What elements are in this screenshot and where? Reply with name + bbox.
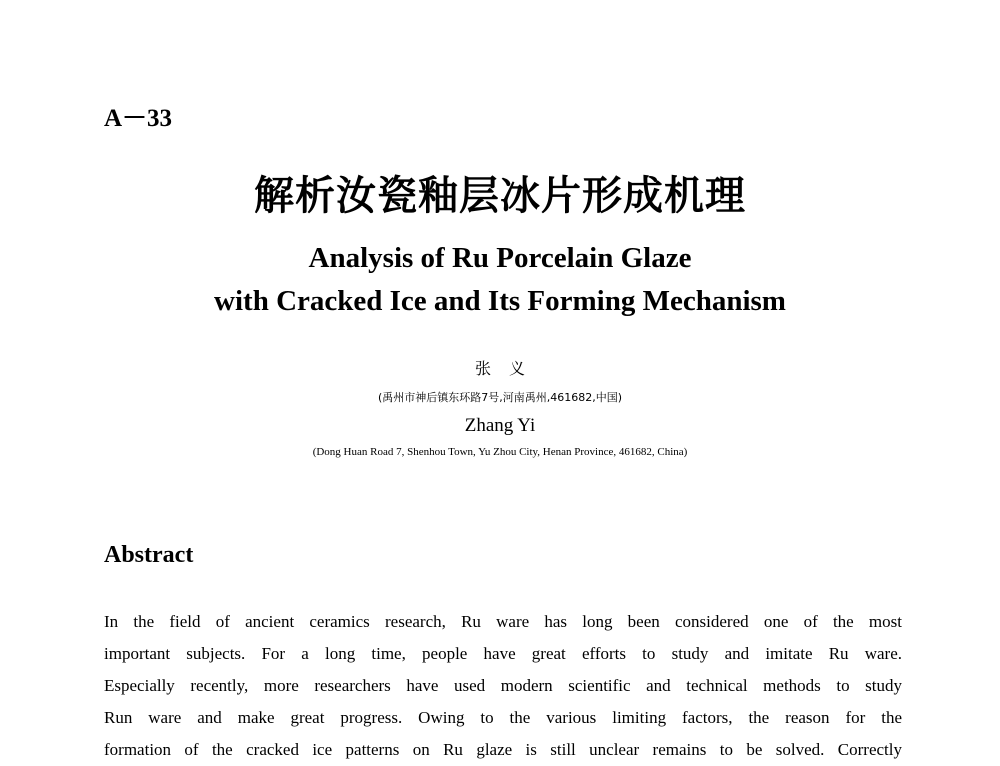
title-chinese: 解析汝瓷釉层冰片形成机理 [254, 172, 746, 219]
paper-id: A－33 [104, 105, 173, 132]
abstract-heading: Abstract [104, 542, 194, 568]
title-english-line-1: Analysis of Ru Porcelain Glaze [308, 242, 692, 274]
abstract-line: Especially recently, more researchers have used modern scientific and technical methods to study [104, 676, 902, 695]
abstract-line: important subjects. For a long time, people have great efforts to study and imitate Ru ware. [104, 644, 902, 663]
author-english: Zhang Yi [464, 415, 536, 436]
abstract-line: formation of the cracked ice patterns on Ru glaze is still unclear remains to be solved. Correctly [104, 740, 902, 759]
author-chinese: 张义 [474, 359, 543, 378]
abstract-line: Run ware and make great progress. Owing to the various limiting factors, the reason for the [104, 708, 902, 727]
abstract-body [104, 606, 902, 766]
affiliation-chinese: (禹州市神后镇东环路7号,河南禹州,461682,中国) [377, 391, 623, 404]
affiliation-english: (Dong Huan Road 7, Shenhou Town, Yu Zhou City, Henan Province, 461682, China) [312, 446, 688, 458]
abstract-line: In the field of ancient ceramics research, Ru ware has long been considered one of the most [104, 612, 902, 631]
title-english-line-2: with Cracked Ice and Its Forming Mechanism [214, 285, 786, 317]
